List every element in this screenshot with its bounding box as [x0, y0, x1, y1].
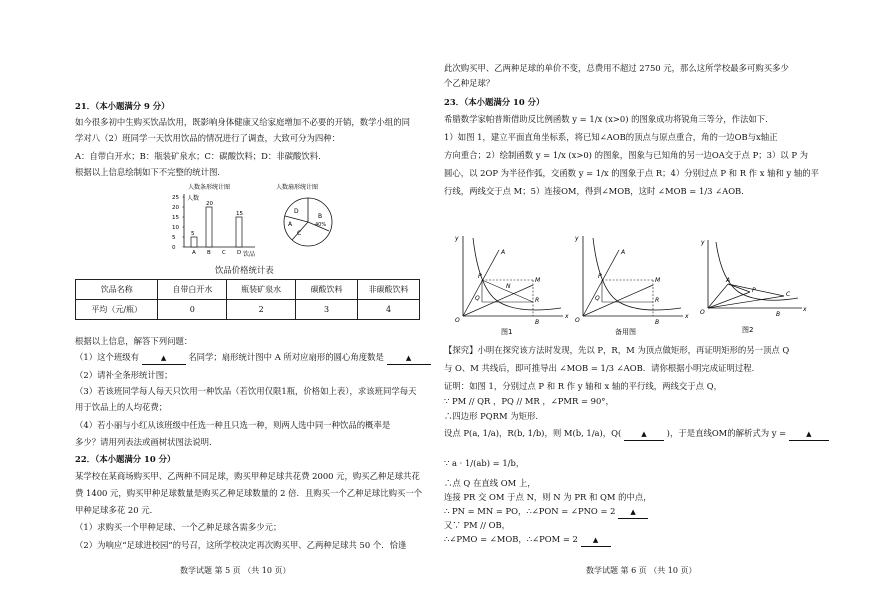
svg-text:A: A: [501, 249, 506, 256]
q21-part4b: 多少？请用列表法或画树状图法说明．: [75, 437, 218, 447]
q21-part4a: （4）若小丽与小红从该班级中任选一种且只选一种，则两人选中同一种饮品的概率是: [75, 420, 391, 430]
blank-q: ▲: [624, 428, 664, 441]
svg-text:O: O: [700, 309, 705, 316]
q22-line2: 费 1400 元，购买甲种足球数量是购买乙种足球数量的 2 倍．且购买一个乙种足球比购买一个: [75, 488, 423, 498]
bar-x-label: 饮品: [243, 251, 256, 258]
q22-line1: 某学校在某商场购买甲、乙两种不同足球，购买甲种足球共花费 2000 元，购买乙种足球共花: [75, 471, 420, 481]
q23-step1: 1）如图 1，建立平面直角坐标系，将已知∠AOB的顶点与原点重合，角的一边OB与x轴正: [444, 132, 778, 142]
bar-y-tick: 20: [172, 205, 179, 211]
proof-line5: ∵ a · 1/(ab) = 1/b，: [444, 458, 525, 468]
q21-after: 根据以上信息，解答下列问题：: [75, 336, 193, 346]
bar-chart: [160, 180, 270, 262]
price-table-title: 饮品价格统计表: [215, 265, 274, 275]
pie-chart: [270, 180, 350, 262]
price-table: [75, 279, 420, 320]
bar-a: [191, 237, 197, 247]
q21-part1: （1）这个班级有 ▲ 名同学；扇形统计图中 A 所对应扇形的圆心角度数是 ▲: [75, 352, 431, 365]
bar-x-tick: D: [237, 250, 242, 256]
svg-text:B: B: [535, 319, 540, 326]
figure-1-caption: 图1: [501, 328, 513, 336]
svg-text:y: y: [575, 235, 579, 242]
explore-line1: 【探究】小明在探究该方法时发现，先以 P，R，M 为顶点做矩形，再证明矩形的另一顶点 Q: [444, 345, 790, 355]
q22-part2: （2）为响应“足球进校园”的号召，这所学校决定再次购买甲、乙两种足球共 50 个．恰逢: [75, 540, 407, 550]
pie-label-c: C: [297, 230, 302, 237]
q22-line3: 甲种足球多花 20 元．: [75, 505, 158, 515]
svg-text:M: M: [655, 277, 661, 284]
price-header-cell: 碳酸饮料: [296, 280, 358, 300]
svg-text:A: A: [726, 277, 731, 284]
bar-x-tick: A: [192, 250, 196, 256]
footer-page-6: 数学试题 第 6 页 （共 10 页）: [586, 566, 697, 575]
q21-part3a: （3）若该班同学每人每天只饮用一种饮品（若饮用仅限1瓶，价格如上表），求该班同学每天: [75, 386, 417, 396]
bar-data-label: 20: [206, 201, 213, 207]
svg-text:M: M: [535, 277, 541, 284]
svg-text:P: P: [752, 287, 756, 294]
bar-y-tick: 5: [172, 235, 176, 241]
svg-text:y: y: [455, 235, 459, 242]
q21-part2: （2）请补全条形统计图；: [75, 370, 173, 380]
svg-text:y: y: [701, 239, 705, 246]
figure-1: [451, 230, 571, 338]
svg-text:x: x: [685, 313, 689, 320]
figure-backup-caption: 备用图: [615, 328, 636, 336]
price-table-header-row: [76, 280, 420, 300]
price-row-label: 平均（元/瓶）: [76, 300, 158, 320]
q22-continued-1: 此次购买甲、乙两种足球的单价不变，总费用不超过 2750 元，那么这所学校最多可购买多少: [444, 63, 789, 73]
svg-text:P: P: [478, 273, 482, 280]
proof-line7: 连接 PR 交 OM 于点 N，则 N 为 PR 和 QM 的中点，: [444, 492, 652, 502]
bar-chart-title: 人数条形统计图: [188, 184, 231, 191]
page-5: [0, 0, 423, 614]
q23-line1: 希腊数学家帕普斯借助反比例函数 y = 1/x (x>0) 的图象成功将锐角三等分，作法如下．: [444, 114, 774, 124]
price-cell: 4: [358, 300, 420, 320]
pie-label-a: A: [288, 221, 293, 228]
q21-line4: 根据以上信息绘制如下不完整的统计图．: [75, 167, 226, 177]
q22-part1: （1）求购买一个甲种足球、一个乙种足球各需多少元；: [75, 522, 282, 532]
q21-line1: 如今很多初中生购买饮品饮用，既影响身体健康又给家庭增加不必要的开销，数学小组的同: [75, 117, 410, 127]
proof-line6: ∴点 Q 在直线 OM 上，: [444, 478, 536, 488]
q23-step2: 方向重合；2）绘制函数 y = 1/x (x>0) 的图象，图象与已知角的另一边OA交于点 P；3）以 P 为: [444, 150, 808, 160]
q22-continued-2: 个乙种足球？: [444, 78, 495, 88]
proof-line1: 证明：如图 1，分别过点 P 和 R 作 y 轴和 x 轴的平行线，两线交于点 Q，: [444, 381, 722, 391]
svg-text:C: C: [786, 291, 791, 298]
proof-line10: ∴∠PMO = ∠MOB，∴∠POM = 2 ▲: [444, 534, 611, 547]
pie-label-d: D: [294, 208, 299, 215]
price-cell: 2: [227, 300, 296, 320]
price-cell: 3: [296, 300, 358, 320]
bar-data-label: 15: [236, 211, 243, 217]
pie-chart-title: 人数扇形统计图: [276, 184, 319, 191]
bar-x-tick: B: [207, 250, 211, 256]
page-6: [436, 0, 856, 614]
explore-line2: 与 O、M 共线后，即可推导出 ∠MOB = 1/3 ∠AOB．请你根据小明完成证明过程．: [444, 363, 760, 373]
q21-line2: 学对八（2）班同学一天饮用饮品的情况进行了调查，大致可分为四种：: [75, 133, 340, 143]
price-header-cell: 非碳酸饮料: [358, 280, 420, 300]
bar-d: [236, 217, 242, 247]
q21-part3b: 用于饮品上的人均花费；: [75, 402, 168, 412]
price-header-cell: 自带白开水: [158, 280, 227, 300]
q21-line3: A：自带白开水；B：瓶装矿泉水；C：碳酸饮料；D：非碳酸饮料．: [75, 151, 327, 161]
bar-b: [206, 207, 212, 247]
svg-text:R: R: [535, 297, 540, 304]
svg-text:B: B: [655, 319, 660, 326]
pie-b-percent: 40%: [315, 222, 327, 228]
proof-line9: 又∵ PM // OB，: [444, 520, 510, 530]
blank-2: ▲: [387, 352, 431, 365]
svg-text:P: P: [598, 273, 602, 280]
bar-y-label: 人数: [187, 195, 200, 202]
price-header-cell: 饮品名称: [76, 280, 158, 300]
blank-1: ▲: [142, 352, 186, 365]
q22-heading: 22．（本小题满分 10 分）: [75, 454, 176, 464]
bar-data-label: 5: [191, 231, 195, 237]
price-cell: 0: [158, 300, 227, 320]
svg-text:O: O: [455, 317, 460, 324]
svg-text:Q: Q: [595, 295, 600, 302]
svg-text:Q: Q: [475, 295, 480, 302]
q23-step4: 行线，两线交于点 M；5）连接OM，得到∠MOB，这时 ∠MOB = 1/3 ∠AOB．: [444, 186, 750, 196]
svg-text:O: O: [575, 317, 580, 324]
blank-om: ▲: [789, 428, 829, 441]
proof-line4: 设点 P(a, 1/a)，R(b, 1/b)，则 M(b, 1/a)，Q( ▲ )，于是直线OM的解析式为 y = ▲: [444, 428, 829, 441]
figure-backup: [571, 230, 691, 338]
figure-2-caption: 图2: [742, 326, 754, 334]
svg-text:A: A: [621, 249, 626, 256]
bar-y-tick: 0: [172, 245, 176, 251]
svg-text:N: N: [506, 283, 511, 290]
svg-text:x: x: [565, 313, 569, 320]
price-table-row: [76, 300, 420, 320]
bar-x-tick: C: [222, 250, 226, 256]
q23-heading: 23．（本小题满分 10 分）: [444, 97, 545, 107]
q23-step3: 圆心，以 2OP 为半径作弧，交函数 y = 1/x 的图象于点 R；4）分别过点 P 和 R 作 x 轴和 y 轴的平: [444, 168, 820, 178]
proof-line2: ∵ PM // QR ，PQ // MR ，∠PMR = 90°，: [444, 396, 614, 406]
svg-text:R: R: [655, 297, 660, 304]
proof-line3: ∴四边形 PQRM 为矩形．: [444, 411, 544, 421]
blank-angle-1: ▲: [618, 506, 648, 519]
proof-line8: ∴ PN = MN = PO，∴∠PON = ∠PNO = 2 ▲: [444, 506, 648, 519]
svg-text:x: x: [803, 306, 807, 313]
bar-y-tick: 15: [172, 215, 179, 221]
bar-y-tick: 25: [172, 195, 179, 201]
figure-2: [698, 236, 808, 336]
pie-label-b: B: [318, 213, 323, 220]
q21-heading: 21．（本小题满分 9 分）: [75, 101, 170, 111]
price-header-cell: 瓶装矿泉水: [227, 280, 296, 300]
svg-text:B: B: [776, 311, 781, 318]
footer-page-5: 数学试题 第 5 页 （共 10 页）: [180, 566, 291, 575]
bar-y-tick: 10: [172, 225, 179, 231]
blank-angle-2: ▲: [581, 534, 611, 547]
